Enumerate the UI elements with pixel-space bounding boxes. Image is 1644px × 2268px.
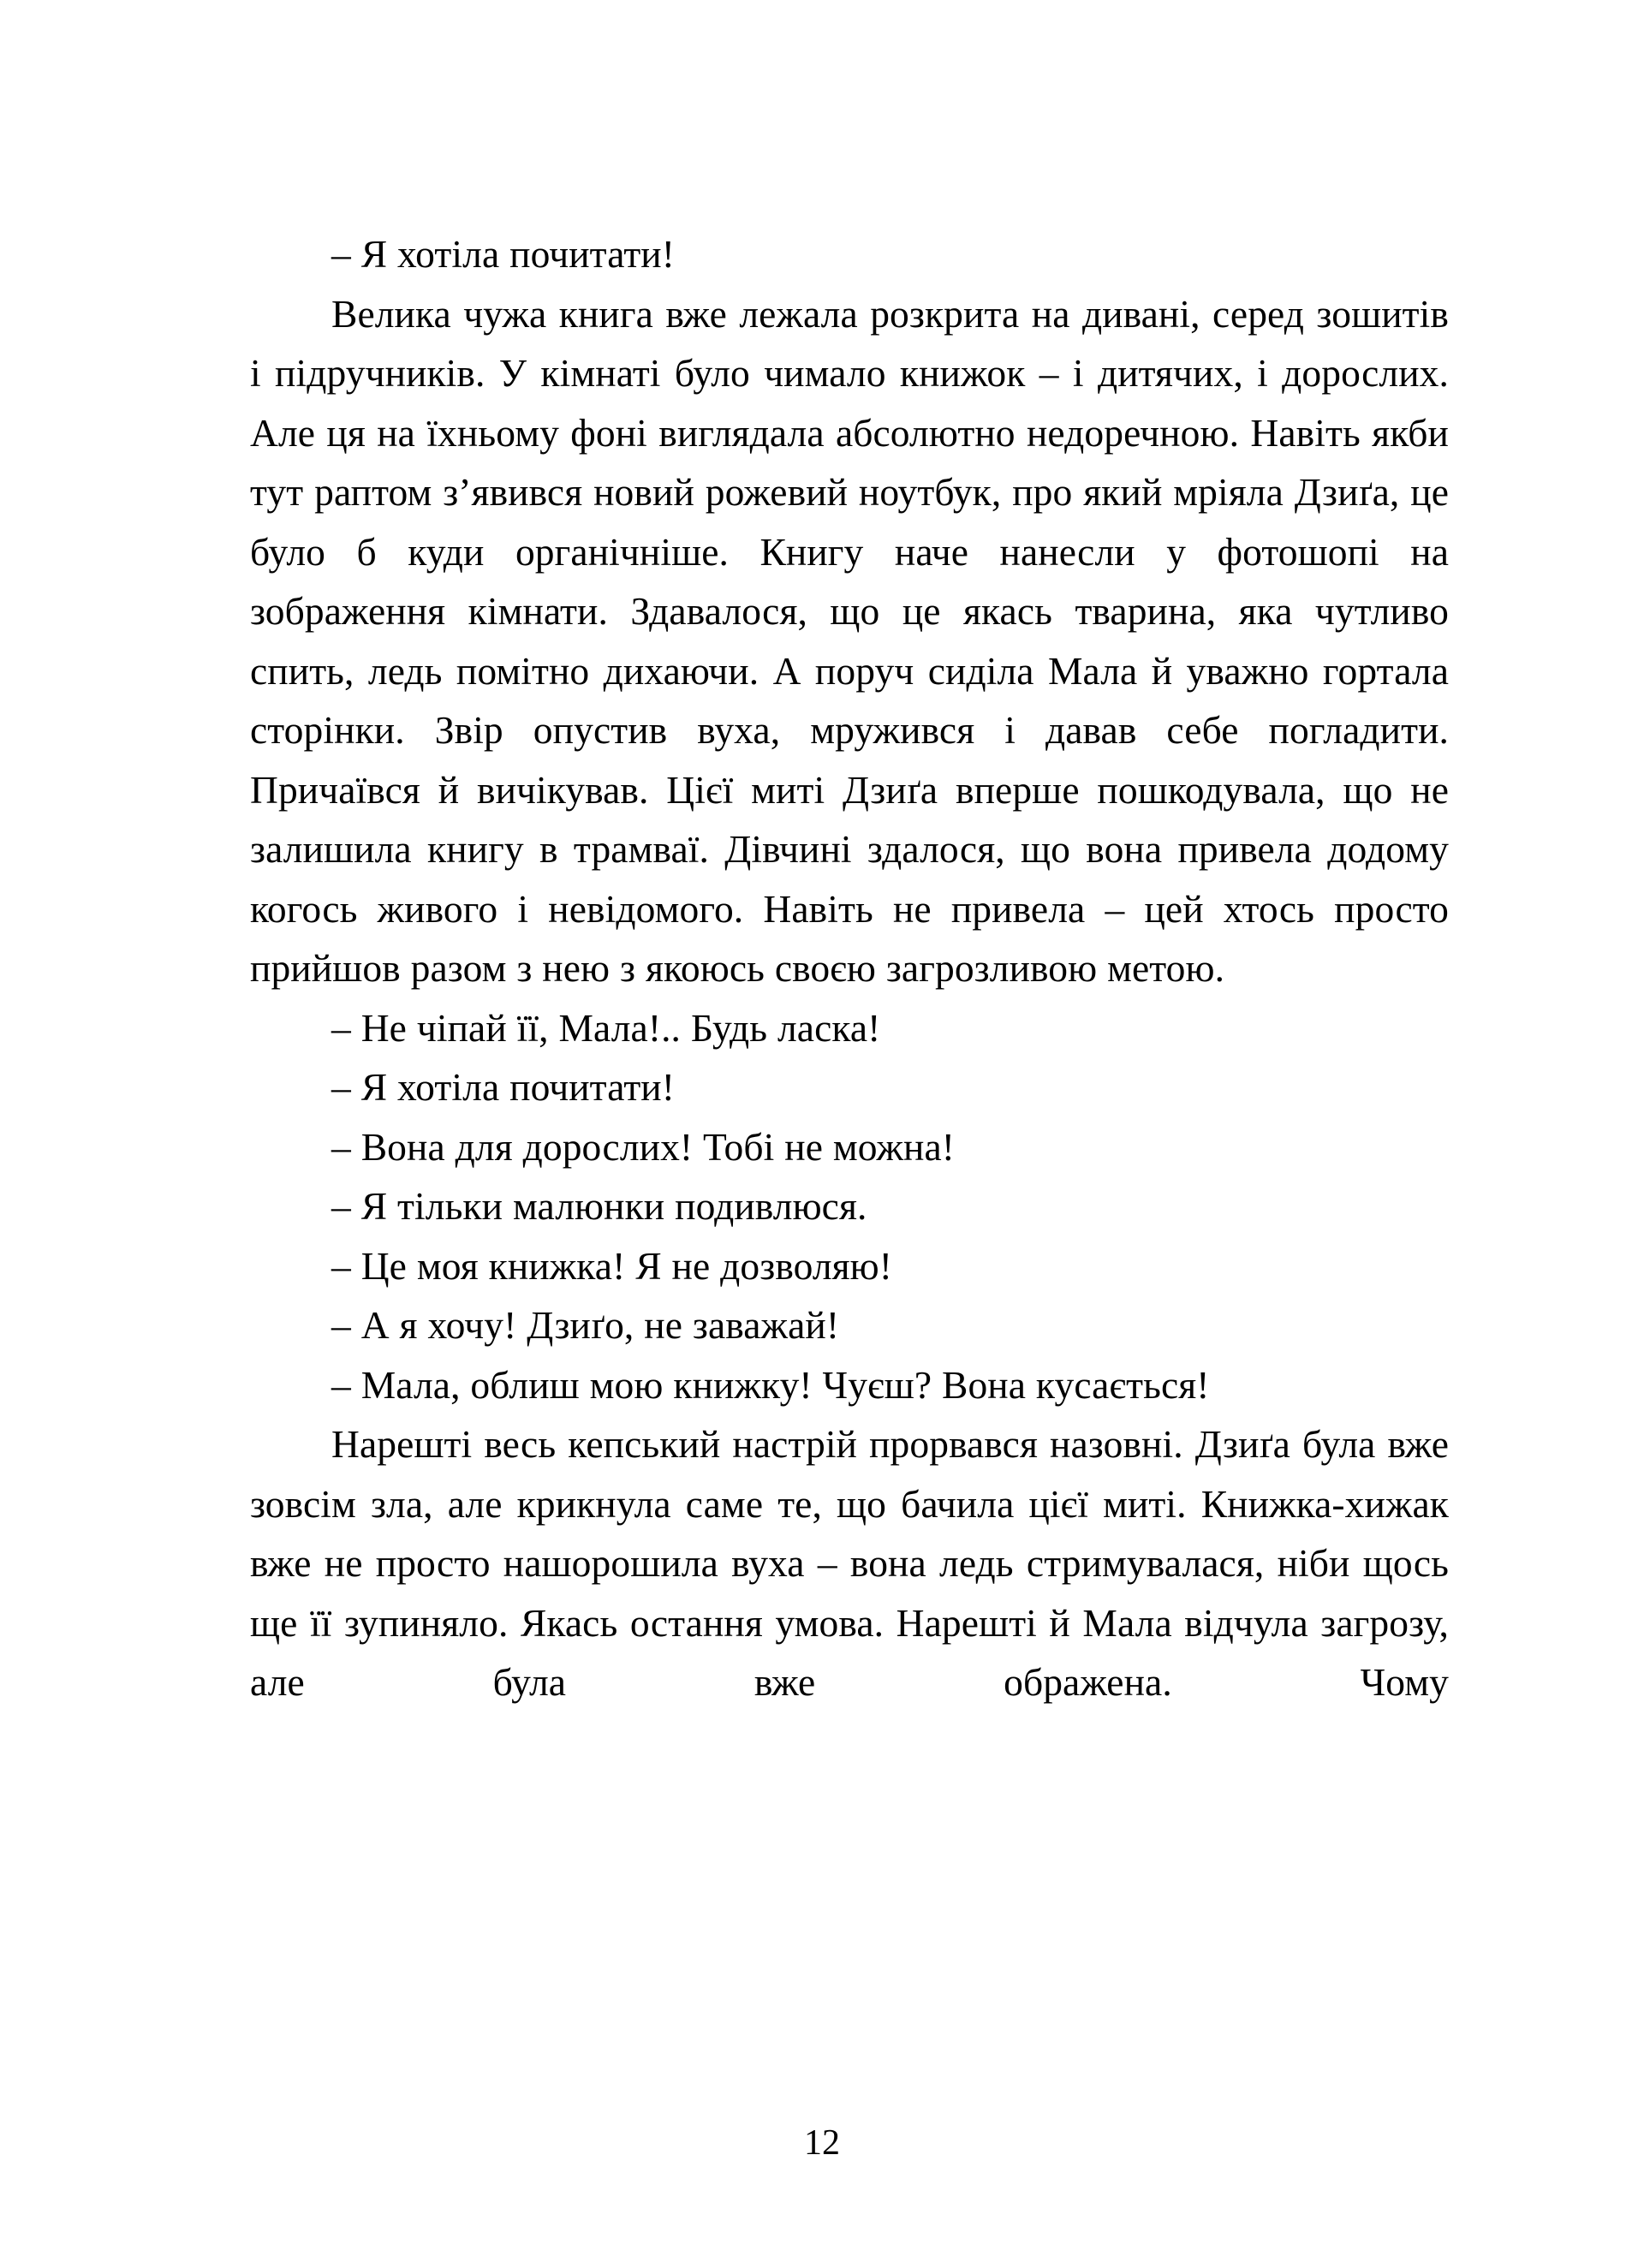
- paragraph-dialogue-6: – Це моя книжка! Я не дозволяю!: [331, 1243, 893, 1288]
- paragraph-dialogue-8: – Мала, облиш мою книжку! Чуєш? Вона кусається!: [331, 1362, 1210, 1407]
- paragraph-dialogue-5: – Я тільки малюнки подивлюся.: [331, 1184, 867, 1228]
- paragraph-dialogue-7: – А я хочу! Дзиґо, не заважай!: [331, 1303, 840, 1347]
- page-text-body: [250, 224, 1449, 1771]
- paragraph-dialogue-3: – Я хотіла почитати!: [331, 1065, 676, 1109]
- page-number: 12: [804, 2123, 840, 2163]
- paragraph-dialogue-2: – Не чіпай її, Мала!.. Будь ласка!: [331, 1005, 881, 1050]
- paragraph-dialogue-4: – Вона для дорослих! Тобі не можна!: [331, 1124, 956, 1169]
- paragraph-narrative-1: Велика чужа книга вже лежала розкрита на дивані, серед зошитів і підручників. У кімнаті було чимало книжок – і дитячих, і дорослих. Але ця на їхньому фоні виглядала абсолютно недоречною. Навіть якби тут раптом з’явився новий рожевий ноутбук, про який мріяла Дзиґа, це було б куди органічніше. Книгу наче нанесли у фотошопі на зображення кімнати. Здавалося, що це якась тварина, яка чутливо спить, ледь помітно дихаючи. А поруч сиділа Мала й уважно гортала сторінки. Звір опустив вуха, мружився і давав себе погладити. Причаївся й вичікував. Цієї миті Дзиґа вперше пошкодувала, що не залишила книгу в трамваї. Дівчині здалося, що вона привела додому когось живого і невідомого. Навіть не привела – цей хтось просто прийшов разом з нею з якоюсь своєю загрозливою метою.: [250, 291, 1449, 990]
- paragraph-narrative-2: Нарешті весь кепський настрій прорвався назовні. Дзиґа була вже зовсім зла, але крикнула саме те, що бачила цієї миті. Книжка-хижак вже не просто нашорошила вуха – вона ледь стримувалася, ніби щось ще її зупиняло. Якась остання умова. Нарешті й Мала відчула загрозу, але була вже ображена. Чому: [250, 1422, 1449, 1704]
- paragraph-dialogue-1: – Я хотіла почитати!: [331, 232, 676, 276]
